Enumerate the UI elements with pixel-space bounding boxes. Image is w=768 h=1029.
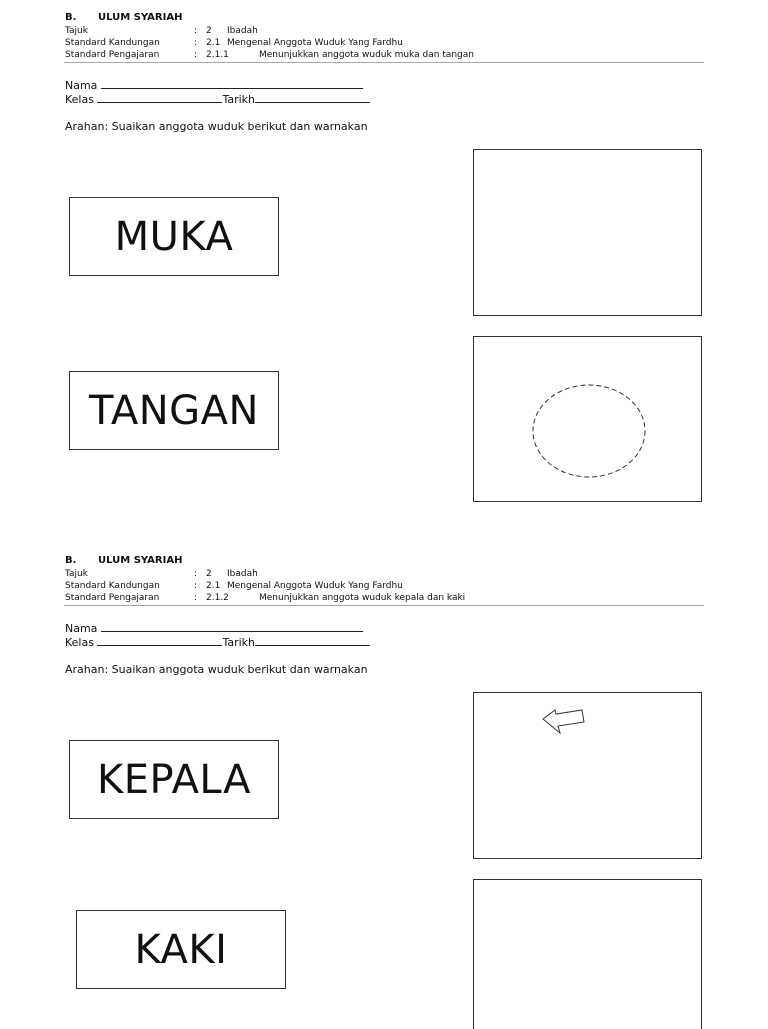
tarikh-label: Tarikh: [222, 93, 256, 106]
kelas-blank[interactable]: [97, 634, 222, 646]
word-label: TANGAN: [89, 387, 259, 434]
tarikh-blank[interactable]: [255, 91, 370, 103]
meta-code-tajuk: 2: [206, 26, 212, 36]
meta-code-pengajaran: 2.1.2: [206, 593, 229, 603]
instruction-text: Arahan: Suaikan anggota wuduk berikut dan warnakan: [65, 663, 368, 676]
nama-label: Nama: [65, 622, 98, 635]
section-label: B.: [65, 555, 77, 566]
meta-colon: :: [194, 593, 198, 603]
word-card-tangan[interactable]: [69, 371, 279, 450]
kelas-field[interactable]: [65, 634, 370, 650]
word-card-muka[interactable]: [69, 197, 279, 276]
meta-text-pengajaran: Menunjukkan anggota wuduk kepala dan kaki: [259, 593, 466, 603]
word-card-kepala[interactable]: [69, 740, 279, 819]
meta-label-tajuk: Tajuk: [65, 26, 88, 36]
meta-text-kandungan: Mengenal Anggota Wuduk Yang Fardhu: [227, 38, 403, 48]
meta-text-tajuk: Ibadah: [227, 569, 258, 579]
tarikh-label: Tarikh: [222, 636, 256, 649]
kelas-label: Kelas: [65, 636, 94, 649]
tarikh-blank[interactable]: [255, 634, 370, 646]
kelas-blank[interactable]: [97, 91, 222, 103]
meta-colon: :: [194, 569, 198, 579]
meta-text-pengajaran: Menunjukkan anggota wuduk muka dan tangan: [259, 50, 474, 60]
nama-blank[interactable]: [101, 77, 363, 89]
meta-code-kandungan: 2.1: [206, 38, 221, 48]
meta-colon: :: [194, 38, 198, 48]
kelas-label: Kelas: [65, 93, 94, 106]
meta-text-kandungan: Mengenal Anggota Wuduk Yang Fardhu: [227, 581, 403, 591]
meta-label-kandungan: Standard Kandungan: [65, 581, 160, 591]
word-label: KEPALA: [97, 756, 251, 803]
kelas-field[interactable]: [65, 91, 370, 107]
meta-code-pengajaran: 2.1.1: [206, 50, 229, 60]
meta-label-kandungan: Standard Kandungan: [65, 38, 160, 48]
meta-label-pengajaran: Standard Pengajaran: [65, 50, 160, 60]
header-divider: [64, 62, 704, 63]
picture-box-3[interactable]: [473, 692, 702, 859]
nama-label: Nama: [65, 79, 98, 92]
word-label: KAKI: [134, 926, 228, 973]
arrow-left-icon: [474, 693, 701, 858]
meta-label-pengajaran: Standard Pengajaran: [65, 593, 160, 603]
instruction-text: Arahan: Suaikan anggota wuduk berikut dan warnakan: [65, 120, 368, 133]
picture-box-4[interactable]: [473, 879, 702, 1029]
word-label: MUKA: [114, 213, 234, 260]
meta-label-tajuk: Tajuk: [65, 569, 88, 579]
meta-colon: :: [194, 581, 198, 591]
meta-colon: :: [194, 50, 198, 60]
picture-box-1[interactable]: [473, 149, 702, 316]
word-card-kaki[interactable]: [76, 910, 286, 989]
header-divider: [64, 605, 704, 606]
dashed-oval-shape: [474, 337, 701, 501]
section-title: ULUM SYARIAH: [98, 12, 183, 23]
section-title: ULUM SYARIAH: [98, 555, 183, 566]
meta-colon: :: [194, 26, 198, 36]
meta-code-kandungan: 2.1: [206, 581, 221, 591]
meta-text-tajuk: Ibadah: [227, 26, 258, 36]
section-label: B.: [65, 12, 77, 23]
picture-box-2[interactable]: [473, 336, 702, 502]
nama-blank[interactable]: [101, 620, 363, 632]
meta-code-tajuk: 2: [206, 569, 212, 579]
